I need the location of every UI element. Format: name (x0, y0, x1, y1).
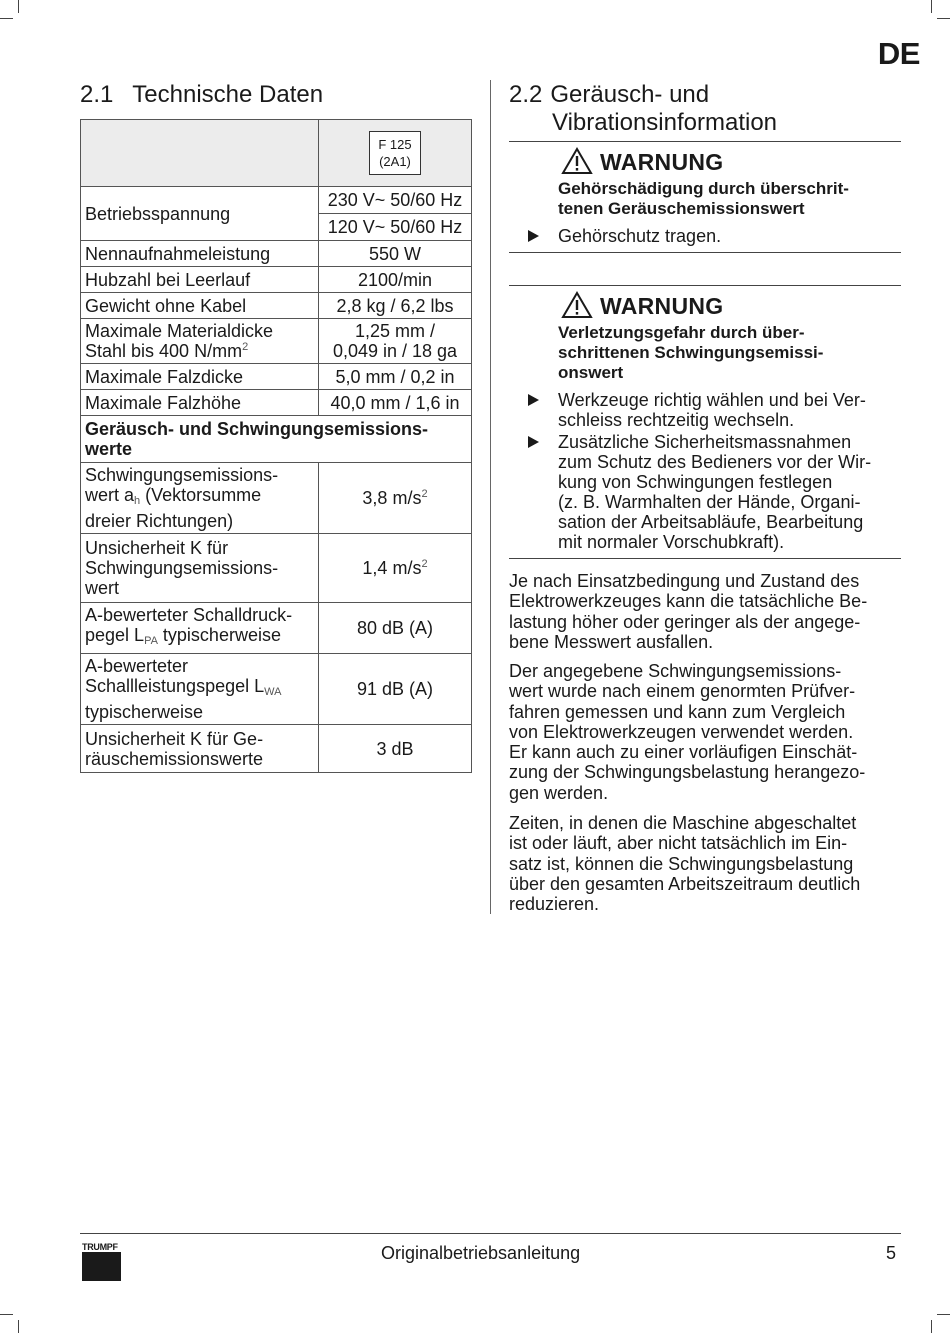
table-header-empty (81, 120, 319, 187)
row-label (81, 463, 319, 534)
crop-mark (931, 1320, 932, 1333)
table-row (81, 293, 472, 319)
subscript: h (134, 495, 141, 507)
footer-divider (80, 1233, 901, 1234)
subscript: WA (264, 686, 282, 698)
subtitle-line: onswert (558, 363, 624, 382)
table-row (81, 267, 472, 293)
label-line: A-bewerteter Schalldruck- (85, 605, 293, 625)
warning-triangle-icon (561, 291, 593, 319)
warning-subtitle (558, 179, 903, 219)
label-text: typischerweise (157, 625, 281, 645)
row-value (319, 534, 472, 603)
bullet-line: kung von Schwingungen festlegen (558, 472, 833, 492)
section-heading-technische-daten (80, 81, 323, 109)
subtitle-line: schrittenen Schwingungsemissi- (558, 343, 824, 362)
crop-mark (937, 18, 950, 19)
warning-triangle-icon (561, 147, 593, 175)
row-value: 40,0 mm / 1,6 in (319, 390, 472, 416)
divider (509, 285, 901, 286)
crop-mark (18, 1320, 19, 1333)
row-label (81, 725, 319, 773)
table-row (81, 319, 472, 364)
row-value: 230 V~ 50/60 Hz (319, 187, 472, 214)
bullet-line: zum Schutz des Bedieners vor der Wir- (558, 452, 872, 472)
bullet-line: Zusätzliche Sicherheitsmassnahmen (558, 432, 852, 452)
section-header-line: werte (85, 439, 133, 459)
paragraph-line: zung der Schwingungsbelastung herangezo- (509, 762, 866, 783)
label-line: typischerweise (85, 702, 204, 722)
label-text: wert a (85, 485, 135, 505)
crop-mark (0, 1314, 13, 1315)
list-item (526, 390, 901, 430)
label-line: Schwingungsemissions- (85, 558, 279, 578)
row-label (81, 654, 319, 725)
row-label: Betriebsspannung (81, 187, 319, 241)
model-code: (2A1) (379, 154, 411, 169)
subscript: PA (144, 635, 158, 647)
model-box (369, 131, 420, 175)
label-line: Unsicherheit K für Ge- (85, 728, 264, 749)
technical-data-table (80, 119, 472, 773)
row-label (81, 319, 319, 364)
bullet-line: mit normaler Vorschubkraft). (558, 532, 785, 552)
section-title-line2: Vibrationsinformation (552, 109, 778, 136)
warning-subtitle (558, 323, 903, 383)
subtitle-line: Verletzungsgefahr durch über- (558, 323, 805, 342)
row-label: Maximale Falzhöhe (81, 390, 319, 416)
brand-logo-text: TRUMPF (82, 1242, 118, 1252)
row-label: Gewicht ohne Kabel (81, 293, 319, 319)
label-line: Unsicherheit K für (85, 538, 229, 558)
paragraph-line: satz ist, können die Schwingungsbelastung (509, 853, 854, 874)
label-line: Maximale Materialdicke (85, 321, 274, 341)
row-value: 120 V~ 50/60 Hz (319, 214, 472, 241)
value-line: 0,049 in / 18 ga (332, 341, 458, 361)
table-row (81, 364, 472, 390)
bullet-line: Werkzeuge richtig wählen und bei Ver- (558, 390, 866, 410)
paragraph-line: Elektrowerkzeuges kann die tatsächliche Be- (509, 591, 868, 612)
table-row (81, 654, 472, 725)
paragraph (509, 661, 904, 803)
row-label: Maximale Falzdicke (81, 364, 319, 390)
table-header-model (319, 120, 472, 187)
table-row (81, 187, 472, 214)
superscript: 2 (242, 341, 249, 353)
superscript: 2 (421, 558, 428, 570)
row-value: 3 dB (319, 725, 472, 773)
section-heading-geraeusch (509, 81, 777, 137)
crop-mark (0, 18, 13, 19)
label-line: Schwingungsemissions- (85, 465, 279, 485)
paragraph-line: Je nach Einsatzbedingung und Zustand des (509, 571, 860, 591)
divider (509, 141, 901, 142)
row-value: 2100/min (319, 267, 472, 293)
paragraph (509, 813, 904, 914)
paragraph (509, 571, 904, 652)
paragraph-line: Zeiten, in denen die Maschine abgeschaltet (509, 813, 857, 833)
warning2-bullets (526, 390, 901, 554)
paragraph-line: fahren gemessen und kann zum Vergleich (509, 701, 846, 722)
paragraph-line: über den gesamten Arbeitszeitraum deutlich (509, 873, 861, 894)
section-header-line: Geräusch- und Schwingungsemissions- (85, 419, 429, 439)
label-text: pegel L (85, 625, 145, 645)
row-value: 2,8 kg / 6,2 lbs (319, 293, 472, 319)
row-label: Hubzahl bei Leerlauf (81, 267, 319, 293)
section-number: 2.1 (80, 81, 114, 108)
table-row (81, 534, 472, 603)
page-number: 5 (886, 1243, 897, 1263)
divider (509, 558, 901, 559)
table-header-row (81, 120, 472, 187)
label-line (85, 485, 314, 511)
label-text: Stahl bis 400 N/mm (85, 341, 243, 361)
warning-title: WARNUNG (600, 293, 724, 319)
divider (509, 252, 901, 253)
bullet-line: sation der Arbeitsabläufe, Bearbeitung (558, 512, 864, 532)
row-value: 91 dB (A) (319, 654, 472, 725)
row-label (81, 534, 319, 603)
label-line: räuschemissionswerte (85, 748, 264, 769)
language-code: DE (877, 36, 920, 71)
paragraph-line: Der angegebene Schwingungsemissions- (509, 661, 842, 681)
paragraph-line: bene Messwert ausfallen. (509, 631, 714, 652)
subtitle-line: Gehörschädigung durch überschrit- (558, 179, 849, 198)
section-title: Technische Daten (132, 81, 324, 108)
bullet-line: (z. B. Warmhalten der Hände, Organi- (558, 492, 861, 512)
section-title-line1: Geräusch- und (550, 81, 710, 108)
crop-mark (931, 0, 932, 13)
label-line (85, 341, 314, 361)
table-row (81, 463, 472, 534)
list-item: Gehörschutz tragen. (526, 226, 901, 246)
warning1-bullets (526, 226, 901, 248)
row-label (81, 603, 319, 654)
table-row (81, 241, 472, 267)
row-value (319, 319, 472, 364)
footer-title: Originalbetriebsanleitung (381, 1243, 581, 1263)
list-item (526, 432, 901, 552)
label-text: Schallleistungspegel L (85, 676, 265, 696)
table-row (81, 603, 472, 654)
paragraph-line: von Elektrowerkzeugen verwendet werden. (509, 721, 854, 742)
label-line: dreier Richtungen) (85, 511, 234, 531)
paragraph-line: lastung höher oder geringer als der angege- (509, 611, 861, 632)
row-label: Nennaufnahmeleistung (81, 241, 319, 267)
label-text: (Vektorsumme (140, 485, 262, 505)
row-value (319, 463, 472, 534)
model-name: F 125 (378, 137, 412, 152)
table-section-row (81, 416, 472, 463)
section-header-emissions (81, 416, 472, 463)
table-row (81, 725, 472, 773)
row-value: 80 dB (A) (319, 603, 472, 654)
row-value: 550 W (319, 241, 472, 267)
label-line (85, 676, 314, 702)
brand-logo-icon (82, 1252, 121, 1281)
value-text: 3,8 m/s (362, 488, 422, 508)
label-line (85, 625, 314, 651)
column-divider (490, 80, 491, 914)
paragraph-line: Er kann auch zu einer vorläufigen Einschät- (509, 742, 858, 763)
value-text: 1,4 m/s (362, 558, 422, 578)
label-line: A-bewerteter (85, 656, 189, 676)
paragraph-line: ist oder läuft, aber nicht tatsächlich im Ein- (509, 833, 848, 854)
subtitle-line: tenen Geräuschemissionswert (558, 199, 805, 218)
superscript: 2 (421, 488, 428, 500)
paragraph-line: reduzieren. (509, 894, 600, 915)
crop-mark (937, 1314, 950, 1315)
crop-mark (18, 0, 19, 13)
table-row (81, 390, 472, 416)
warning-title: WARNUNG (600, 149, 724, 175)
section-number: 2.2 (509, 81, 543, 108)
paragraph-line: wert wurde nach einem genormten Prüfver- (509, 681, 856, 702)
bullet-line: schleiss rechtzeitig wechseln. (558, 410, 795, 430)
paragraph-line: gen werden. (509, 782, 609, 803)
row-value: 5,0 mm / 0,2 in (319, 364, 472, 390)
value-line: 1,25 mm / (354, 321, 436, 341)
label-line: wert (85, 578, 120, 598)
